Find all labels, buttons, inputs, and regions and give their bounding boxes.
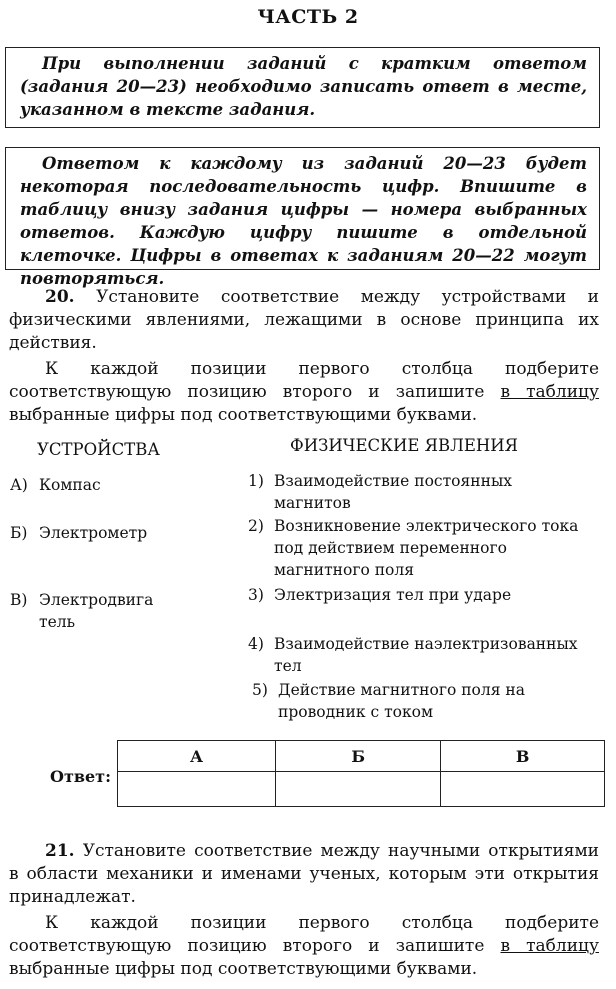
answer-column-b: Б	[276, 741, 441, 772]
task21-number: 21.	[45, 841, 75, 861]
task21-question	[9, 840, 599, 909]
right-item-1	[248, 470, 588, 514]
task20-question	[9, 286, 599, 355]
right-item-5	[252, 679, 572, 723]
instruction-box-1	[5, 47, 600, 128]
left-item-a	[10, 474, 210, 496]
right-column-header: ФИЗИЧЕСКИЕ ЯВЛЕНИЯ	[290, 436, 518, 455]
task20-instruction-link: в таблицу	[500, 382, 599, 402]
left-item-label: А)	[10, 476, 28, 494]
answer-label: Ответ:	[50, 767, 111, 786]
task21-question-text: Установите соответствие между научными открытиями в области механики и именами ученых, которым эти открытия принадлежат.	[9, 841, 599, 907]
task21-instruction-post: выбранные цифры под соответствующими буквами.	[9, 959, 478, 979]
left-item-b	[10, 522, 210, 544]
task20-instruction-post: выбранные цифры под соответствующими буквами.	[9, 405, 478, 425]
left-item-label: В)	[10, 591, 28, 609]
left-item-text: Электрометр	[39, 524, 148, 542]
right-item-4	[248, 633, 588, 677]
left-item-v	[10, 589, 180, 633]
right-item-text: Взаимодействие наэлектризованных тел	[274, 635, 578, 675]
right-item-label: 3)	[248, 586, 264, 604]
task21-instruction	[9, 912, 599, 981]
left-item-label: Б)	[10, 524, 28, 542]
right-item-2	[248, 515, 593, 581]
right-item-label: 5)	[252, 681, 268, 699]
answer-table	[117, 740, 605, 807]
task21-instruction-link: в таблицу	[500, 936, 599, 956]
right-item-3	[248, 584, 593, 606]
right-item-text: Взаимодействие постоянных магнитов	[274, 472, 513, 512]
right-item-text: Электризация тел при ударе	[274, 586, 512, 604]
right-item-text: Действие магнитного поля на проводник с током	[278, 681, 526, 721]
answer-cell-a[interactable]	[118, 772, 276, 807]
left-column-header: УСТРОЙСТВА	[37, 440, 160, 459]
answer-cell-v[interactable]	[441, 772, 605, 807]
answer-cell-b[interactable]	[276, 772, 441, 807]
instruction-text-1: При выполнении заданий с кратким ответом (задания 20—23) необходимо записать ответ в месте, указанном в тексте задания.	[20, 54, 587, 119]
right-item-label: 4)	[248, 635, 264, 653]
left-item-text: Электродвигатель	[39, 591, 154, 631]
task20-question-text: Установите соответствие между устройствами и физическими явлениями, лежащими в основе принципа их действия.	[9, 287, 600, 353]
instruction-text-2: Ответом к каждому из заданий 20—23 будет некоторая последовательность цифр. Впишите в таблицу внизу задания цифры — номера выбранных ответов. Каждую цифру пишите в отдельной клеточке. Цифры в ответах к заданиям 20—22 могут повторяться.	[20, 154, 587, 288]
left-item-text: Компас	[39, 476, 101, 494]
task20-number: 20.	[45, 287, 75, 307]
page-title: ЧАСТЬ 2	[257, 6, 359, 28]
task21-instruction-pre: К каждой позиции первого столбца подберите соответствующую позицию второго и запишите	[9, 913, 599, 956]
right-item-label: 2)	[248, 517, 264, 535]
right-item-text: Возникновение электрического тока под действием переменного магнитного поля	[274, 517, 579, 579]
answer-column-a: А	[118, 741, 276, 772]
right-item-label: 1)	[248, 472, 264, 490]
task20-instruction	[9, 358, 599, 427]
instruction-box-2	[5, 147, 600, 288]
answer-column-v: В	[441, 741, 605, 772]
task20-instruction-pre: К каждой позиции первого столбца подберите соответствующую позицию второго и запишите	[9, 359, 599, 402]
